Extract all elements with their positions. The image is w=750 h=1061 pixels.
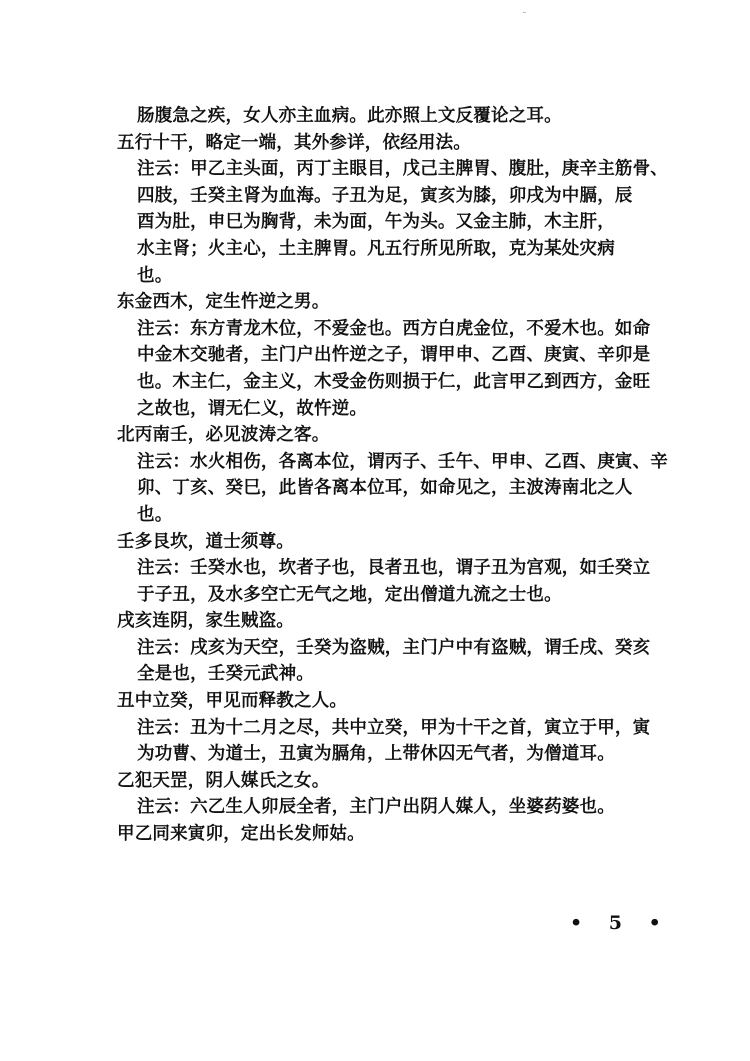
commentary-line: 为功曹、为道士，丑寅为膈角，上带休囚无气者，为僧道耳。 (137, 744, 615, 765)
commentary-line: 也。 (137, 504, 173, 525)
scan-speck (523, 12, 526, 13)
verse-line: 五行十干，略定一端，其外参详，依经用法。 (117, 132, 471, 153)
commentary-line: 注云：戌亥为天空，壬癸为盗贼，主门户中有盗贼，谓壬戌、癸亥 (137, 637, 651, 658)
commentary-line: 注云：丑为十二月之尽，共中立癸，甲为十干之首，寅立于甲，寅 (137, 717, 651, 738)
commentary-line: 也。木主仁，金主义，木受金伤则损于仁，此言甲乙到西方，金旺 (137, 371, 651, 392)
verse-line: 戌亥连阴，家生贼盗。 (117, 611, 294, 632)
commentary-line: 于子丑，及水多空亡无气之地，定出僧道九流之士也。 (137, 584, 562, 605)
commentary-line: 注云：水火相伤，各离本位，谓丙子、壬午、甲申、乙酉、庚寅、辛 (137, 451, 668, 472)
commentary-line: 酉为肚，申巳为胸背，未为面，午为头。又金主肺，木主肝， (137, 212, 615, 233)
verse-line: 壬多艮坎，道士须尊。 (117, 531, 294, 552)
page-number: • 5 • (570, 912, 671, 934)
verse-line: 北丙南壬，必见波涛之客。 (117, 425, 330, 446)
commentary-line: 四肢，壬癸主肾为血海。子丑为足，寅亥为膝，卯戌为中膈，辰 (137, 185, 633, 206)
verse-line: 东金西木，定生忤逆之男。 (117, 292, 330, 313)
commentary-line: 卯、丁亥、癸巳，此皆各离本位耳，如命见之，主波涛南北之人 (137, 478, 633, 499)
commentary-line: 全是也，壬癸元武神。 (137, 664, 314, 685)
verse-line: 丑中立癸，甲见而释教之人。 (117, 691, 348, 712)
verse-line: 甲乙同来寅卯，定出长发师姑。 (117, 824, 365, 845)
commentary-line: 注云：壬癸水也，坎者子也，艮者丑也，谓子丑为宫观，如壬癸立 (137, 558, 651, 579)
commentary-line: 注云：六乙生人卯辰全者，主门户出阴人媒人，坐婆药婆也。 (137, 797, 615, 818)
page-body (117, 103, 668, 848)
verse-line: 乙犯天罡，阴人媒氏之女。 (117, 770, 330, 791)
commentary-line: 注云：东方青龙木位，不爱金也。西方白虎金位，不爱木也。如命 (137, 318, 651, 339)
commentary-line: 也。 (137, 265, 173, 286)
commentary-line: 水主肾；火主心，土主脾胃。凡五行所见所取，克为某处灾病 (137, 238, 615, 259)
commentary-line: 之故也，谓无仁义，故忤逆。 (137, 398, 368, 419)
commentary-line: 注云：甲乙主头面，丙丁主眼目，戊己主脾胃、腹肚，庚辛主筋骨、 (137, 159, 668, 180)
commentary-line: 中金木交驰者，主门户出忤逆之子，谓甲申、乙酉、庚寅、辛卯是 (137, 345, 651, 366)
text-line: 肠腹急之疾，女人亦主血病。此亦照上文反覆论之耳。 (137, 106, 562, 126)
